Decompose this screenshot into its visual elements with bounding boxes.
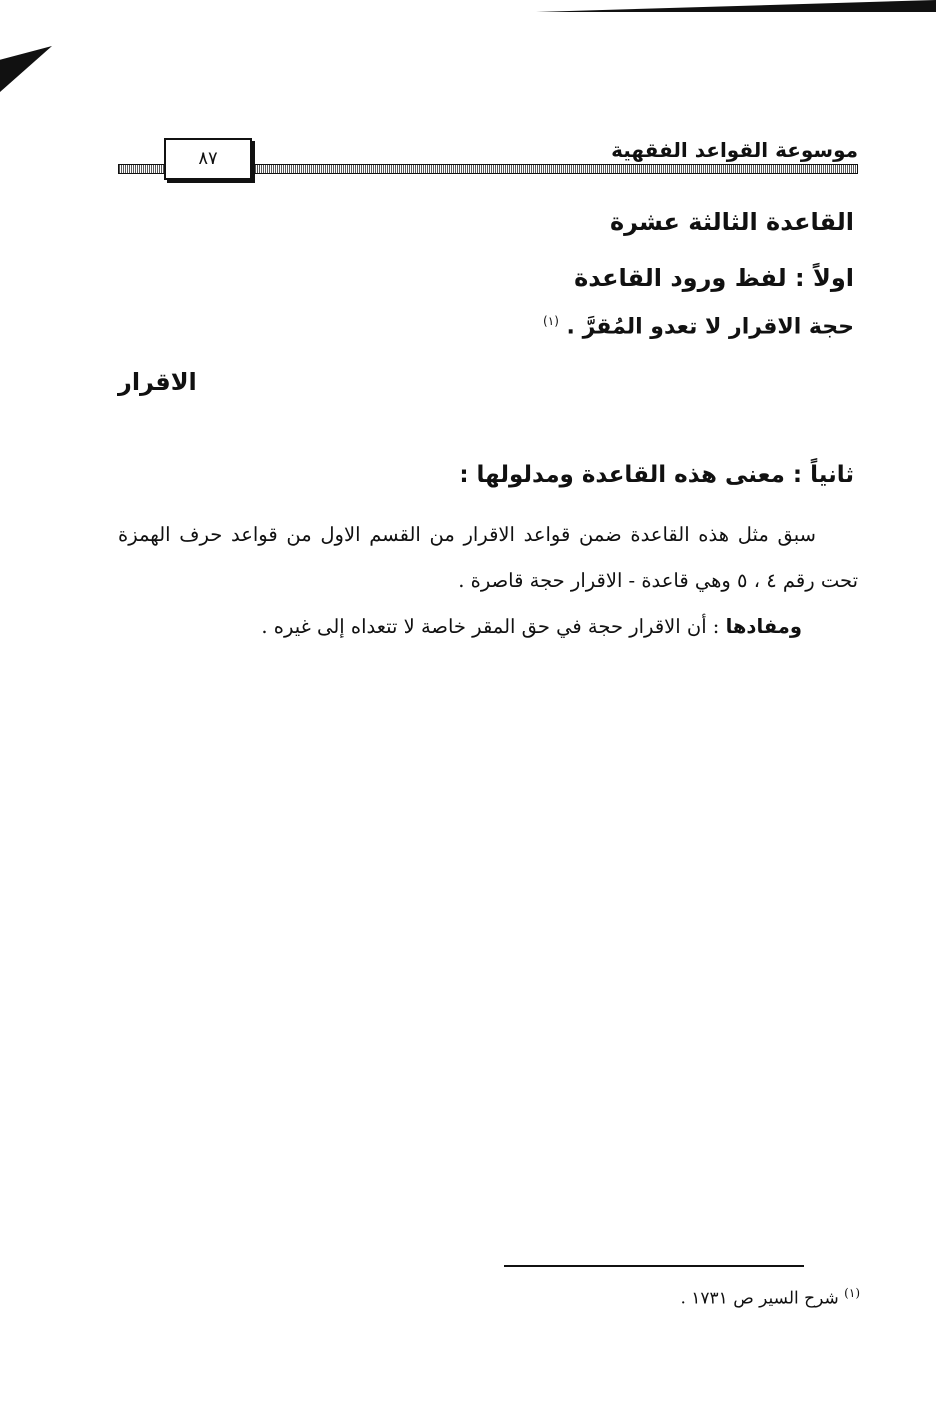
body-line-2: قواعد حرف الهمزة تحت رقم ٤ ، ٥ وهي قاعدة - الاقرار حجة قاصرة . [118, 523, 858, 592]
rule-text [543, 314, 854, 339]
scan-edge-bar [536, 0, 936, 12]
meaning-label: ومفادها [725, 615, 802, 638]
scan-edge-corner [0, 46, 52, 92]
footnote [680, 1286, 860, 1309]
body-paragraph [118, 512, 858, 604]
section-second-heading: ثانياً : معنى هذه القاعدة ومدلولها : [459, 462, 854, 488]
footnote-rule [504, 1265, 804, 1267]
footnote-ref: (١) [543, 314, 559, 328]
rule-number-heading: القاعدة الثالثة عشرة [610, 208, 854, 236]
running-head [118, 138, 858, 178]
body-line-1: سبق مثل هذه القاعدة ضمن قواعد الاقرار من القسم الاول من [286, 523, 817, 546]
rule-text-body: حجة الاقرار لا تعدو المُقرَّ . [566, 314, 854, 340]
footnote-text: شرح السير ص ١٧٣١ . [680, 1288, 839, 1309]
page-number: ٨٧ [164, 138, 252, 180]
topic-label: الاقرار [118, 368, 197, 396]
meaning-line [261, 604, 802, 650]
section-first-heading: اولاً : لفظ ورود القاعدة [574, 264, 854, 292]
book-title: موسوعة القواعد الفقهية [611, 138, 858, 162]
footnote-marker: (١) [844, 1286, 860, 1300]
meaning-text: : أن الاقرار حجة في حق المقر خاصة لا تتعداه إلى غيره . [261, 615, 726, 638]
